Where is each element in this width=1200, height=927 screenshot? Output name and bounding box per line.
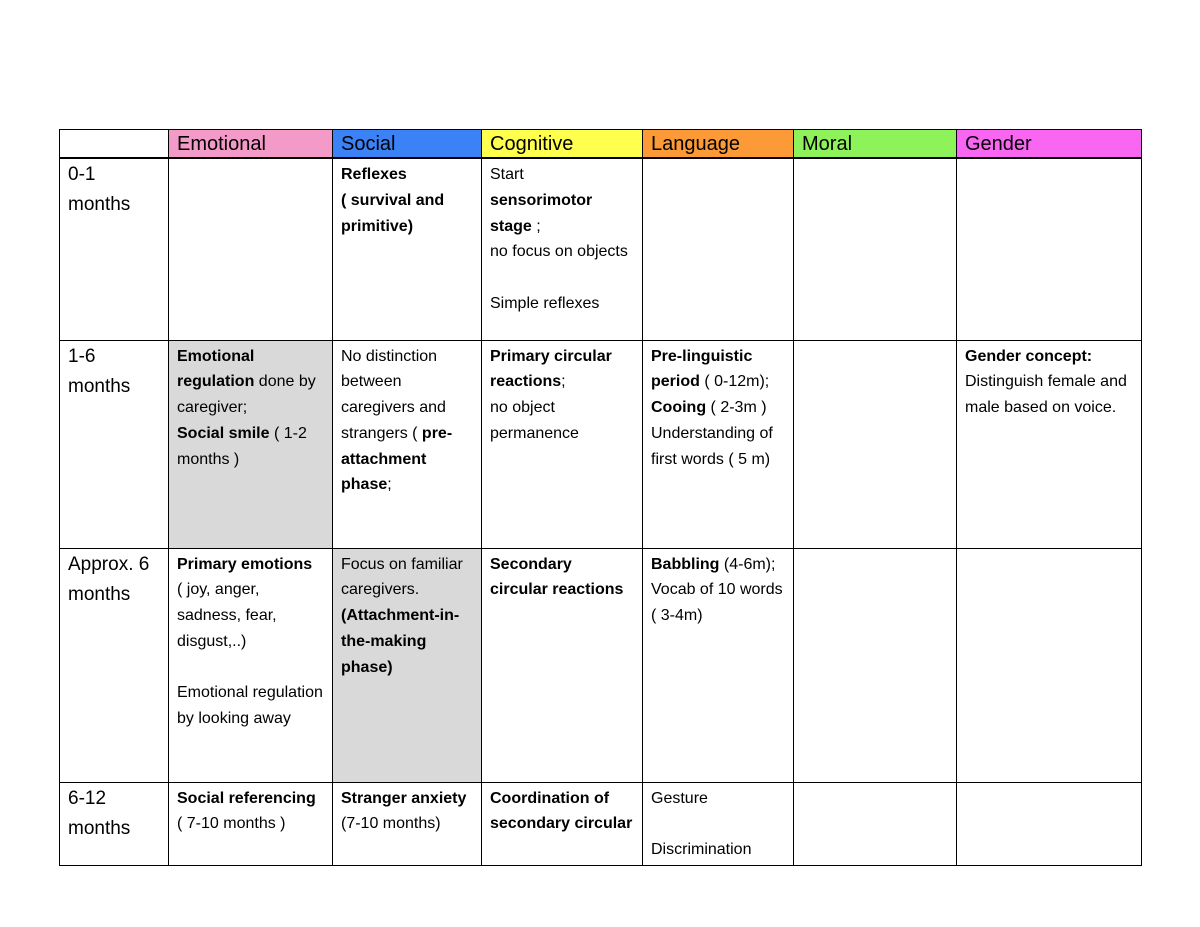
cell-text: No distinction between caregivers and strangers ( — [341, 347, 446, 442]
cell-text: Vocab of 10 words ( 3-4m) — [651, 581, 783, 625]
header-social: Social — [333, 130, 482, 159]
language-cell — [643, 782, 794, 865]
cell-text — [651, 395, 785, 421]
cell-text: Distinguish female and male based on voice. — [965, 373, 1127, 417]
bold-text: Cooing — [651, 399, 707, 417]
age-cell: 1-6 months — [60, 340, 169, 548]
spacer — [177, 655, 324, 681]
spacer — [490, 265, 634, 291]
bold-text: Coordination of secondary circular — [490, 789, 633, 833]
table-row — [60, 782, 1142, 865]
bold-text: Social referencing — [177, 789, 316, 807]
cell-text: no object permanence — [490, 399, 579, 442]
development-table — [59, 129, 1142, 866]
cognitive-cell — [482, 782, 643, 865]
cell-text — [490, 188, 634, 240]
bold-text: Babbling — [651, 555, 720, 573]
header-emotional: Emotional — [169, 130, 333, 159]
gender-cell — [957, 340, 1142, 548]
bold-text: Primary circular reactions — [490, 347, 612, 391]
cell-text — [490, 344, 634, 396]
table-row — [60, 548, 1142, 782]
cell-text: ( joy, anger, sadness, fear, disgust,..) — [177, 581, 277, 650]
cognitive-cell — [482, 158, 643, 340]
cell-text: ; — [561, 373, 566, 391]
bold-text: Emotional regulation — [177, 347, 255, 391]
bold-text: ( survival and primitive) — [341, 191, 445, 235]
cell-text: done by caregiver; — [177, 373, 316, 417]
cell-text: no focus on objects — [490, 243, 628, 261]
cell-text — [177, 344, 324, 421]
table-row — [60, 340, 1142, 548]
bold-text: Reflexes — [341, 166, 407, 183]
moral-cell — [794, 782, 957, 865]
bold-text: Primary emotions — [177, 555, 313, 573]
emotional-cell — [169, 340, 333, 548]
cell-text: (4-6m); — [723, 555, 776, 573]
cell-text — [651, 344, 785, 396]
bold-text: Stranger anxiety — [341, 789, 467, 807]
cell-text: ( 2-3m ) — [710, 399, 767, 417]
header-language: Language — [643, 130, 794, 159]
age-cell: Approx. 6 months — [60, 548, 169, 782]
cell-text: Focus on familiar caregivers. — [341, 555, 463, 599]
cognitive-cell — [482, 548, 643, 782]
gender-cell — [957, 548, 1142, 782]
cognitive-cell — [482, 340, 643, 548]
emotional-cell — [169, 548, 333, 782]
cell-text: ( 1-2 months ) — [177, 424, 307, 468]
cell-text: ; — [536, 217, 541, 235]
emotional-cell — [169, 782, 333, 865]
header-cognitive: Cognitive — [482, 130, 643, 159]
moral-cell — [794, 340, 957, 548]
cell-text: Understanding of first words ( 5 m) — [651, 424, 773, 468]
social-cell — [333, 782, 482, 865]
table-row — [60, 158, 1142, 340]
cell-text: (7-10 months) — [341, 815, 441, 833]
social-cell — [333, 158, 482, 340]
moral-cell — [794, 158, 957, 340]
header-row — [60, 130, 1142, 159]
social-cell — [333, 340, 482, 548]
social-cell — [333, 548, 482, 782]
header-age-cell — [60, 130, 169, 159]
header-gender: Gender — [957, 130, 1142, 159]
cell-text: Start — [490, 166, 524, 183]
bold-text: Social smile — [177, 424, 270, 442]
cell-text: ( 7-10 months ) — [177, 815, 286, 833]
gender-cell — [957, 782, 1142, 865]
age-cell: 0-1 months — [60, 158, 169, 340]
cell-text: Simple reflexes — [490, 294, 600, 312]
cell-text: Discrimination — [651, 841, 752, 859]
moral-cell — [794, 548, 957, 782]
bold-text: Gender concept: — [965, 347, 1093, 365]
language-cell — [643, 548, 794, 782]
language-cell — [643, 158, 794, 340]
language-cell — [643, 340, 794, 548]
cell-text: ; — [387, 476, 392, 494]
bold-text: sensorimotor stage — [490, 191, 593, 235]
bold-text: Pre-linguistic period — [651, 347, 753, 391]
emotional-cell — [169, 158, 333, 340]
age-cell: 6-12 months — [60, 782, 169, 865]
cell-text: ( 0-12m); — [704, 373, 770, 391]
bold-text: (Attachment-in-the-making phase) — [341, 607, 460, 676]
header-moral: Moral — [794, 130, 957, 159]
bold-text: pre-attachment phase — [341, 424, 453, 494]
cell-text — [177, 421, 324, 473]
bold-text: Secondary circular reactions — [490, 555, 624, 599]
cell-text: Gesture — [651, 789, 708, 807]
gender-cell — [957, 158, 1142, 340]
cell-text — [651, 552, 785, 578]
cell-text: Emotional regulation by looking away — [177, 684, 323, 728]
spacer — [651, 811, 785, 837]
